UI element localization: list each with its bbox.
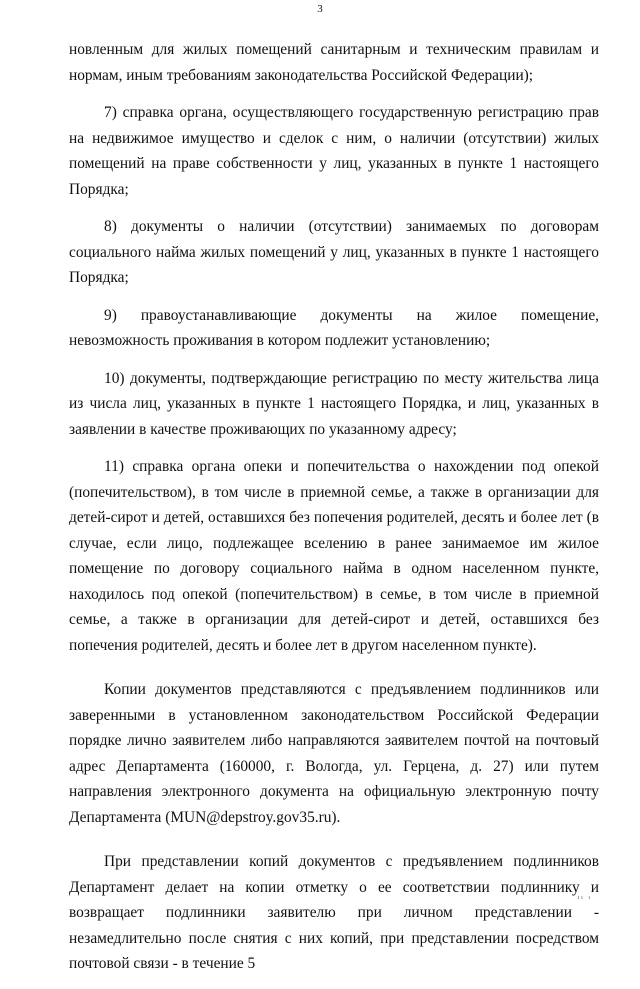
paragraph-originals-return: При представлении копий документов с предъявлением подлинников Департамент делает на копии отметку о ее соответствии подлиннику и возвращает подлинники заявителю при личном представлении - незамедлительно после снятия с них копий, при представлении посредством почтовой связи - в течение 5 [69,853,599,972]
paragraph-item-10: 10) документы, подтверждающие регистрацию по месту жительства лица из числа лиц, указанных в пункте 1 настоящего Порядка, и лиц, указанных в заявлении в качестве проживающих по указанному адресу; [69,369,599,438]
paragraph-item-7: 7) справка органа, осуществляющего государственную регистрацию прав на недвижимое имущество и сделок с ним, о наличии (отсутствии) жилых помещений на праве собственности у лиц, указанных в пункте 1 настоящего Порядка; [69,104,599,198]
paragraph-item-11: 11) справка органа опеки и попечительства о нахождении под опекой (попечительством), в том числе в приемной семье, а также в организации для детей-сирот и детей, оставшихся без попечения родителей, десять и более лет (в случае, если лицо, подлежащее вселению в ранее занимаемое им жилое помещение по договору социального найма в одном населенном пункте, находилось под опекой (попечительством) в семье, в том числе в приемной семье, а также в организации для детей-сирот и детей, оставшихся без попечения родителей, десять и более лет в другом населенном пункте). [69,458,599,654]
paragraph-copies-submission: Копии документов представляются с предъявлением подлинников или заверенными в установленном законодательством Российской Федерации порядке лично заявителем либо направляются заявителем почтой на почтовый адрес Департамента (160000, г. Вологда, ул. Герцена, д. 27) или путем направления электронного документа на официальную электронную почту Департамента (MUN@depstroy.gov35.ru). [69,681,599,826]
document-body [69,37,599,989]
paragraph-continuation: новленным для жилых помещений санитарным и техническим правилам и нормам, иным требованиям законодательства Российской Федерации); [69,41,599,84]
footer-mark: ıı ı [577,895,592,901]
page-number: 3 [317,3,323,15]
paragraph-item-9: 9) правоустанавливающие документы на жилое помещение, невозможность проживания в котором подлежит установлению; [69,306,599,349]
paragraph-item-8: 8) документы о наличии (отсутствии) занимаемых по договорам социального найма жилых помещений у лиц, указанных в пункте 1 настоящего Порядка; [69,218,599,286]
